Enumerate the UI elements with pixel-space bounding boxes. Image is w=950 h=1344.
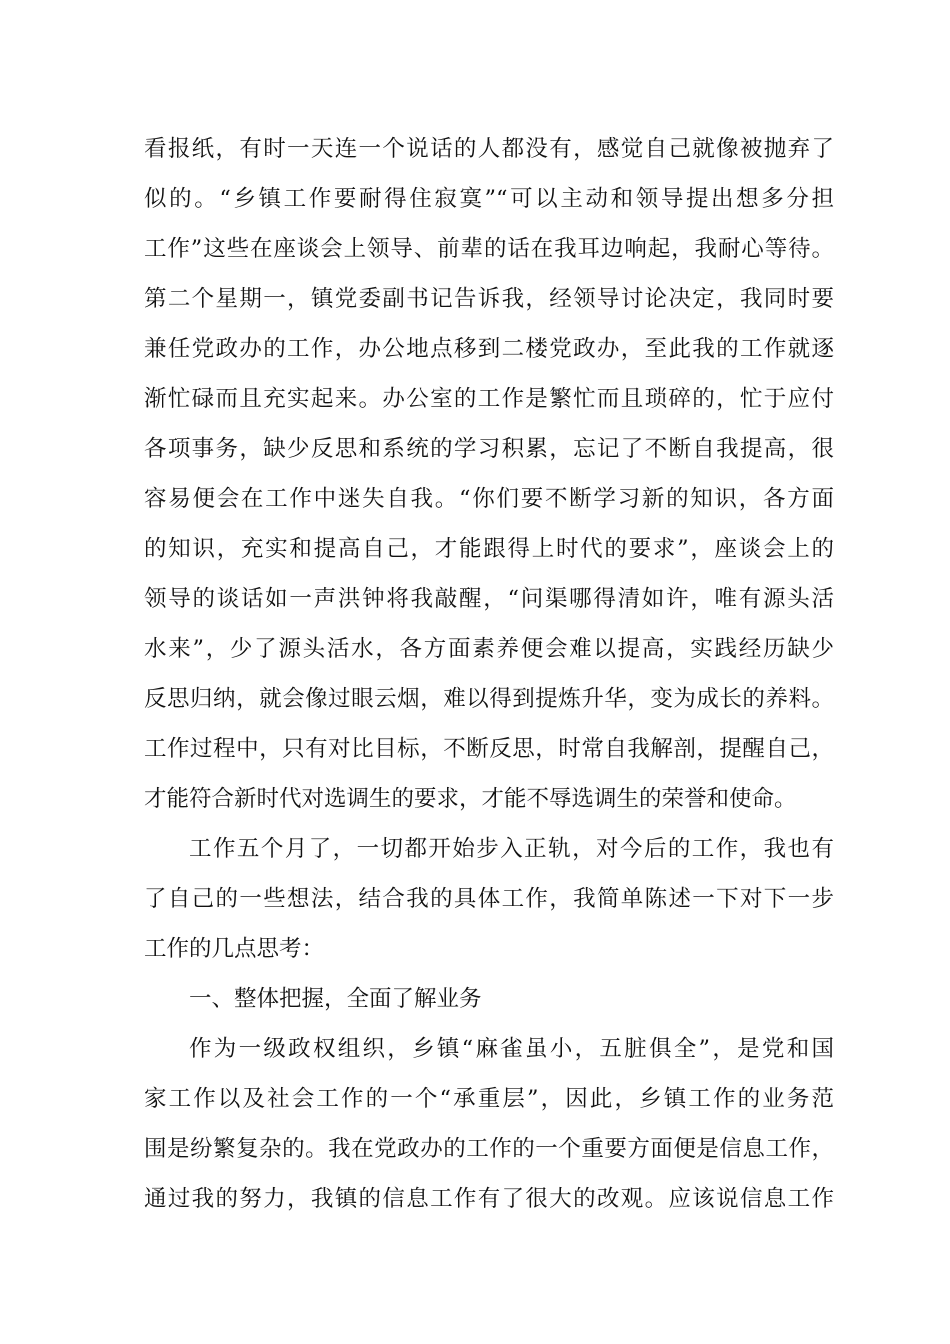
paragraph-1-line-7: 各项事务，缺少反思和系统的学习积累，忘记了不断自我提高，很 <box>144 436 834 462</box>
paragraph-1-line-1: 看报纸，有时一天连一个说话的人都没有，感觉自己就像被抛弃了 <box>144 136 834 162</box>
paragraph-2-line-2: 了自己的一些想法，结合我的具体工作，我简单陈述一下对下一步 <box>144 886 834 912</box>
paragraph-4-line-4: 通过我的努力，我镇的信息工作有了很大的改观。应该说信息工作 <box>144 1186 834 1212</box>
paragraph-1-line-2: 似的。“乡镇工作要耐得住寂寞”“可以主动和领导提出想多分担 <box>144 186 834 212</box>
paragraph-2-line-3: 工作的几点思考： <box>144 936 325 962</box>
paragraph-1-line-9: 的知识，充实和提高自己，才能跟得上时代的要求”，座谈会上的 <box>144 536 834 562</box>
paragraph-1-line-4: 第二个星期一，镇党委副书记告诉我，经领导讨论决定，我同时要 <box>144 286 834 312</box>
paragraph-1-line-11: 水来”，少了源头活水，各方面素养便会难以提高，实践经历缺少 <box>144 636 834 662</box>
paragraph-1-line-6: 渐忙碌而且充实起来。办公室的工作是繁忙而且琐碎的，忙于应付 <box>144 386 834 412</box>
paragraph-4-line-1: 作为一级政权组织，乡镇“麻雀虽小，五脏俱全”，是党和国 <box>189 1036 834 1062</box>
paragraph-1-line-5: 兼任党政办的工作，办公地点移到二楼党政办，至此我的工作就逐 <box>144 336 834 362</box>
paragraph-3-line-1: 一、整体把握，全面了解业务 <box>189 986 482 1012</box>
paragraph-1-line-12: 反思归纳，就会像过眼云烟，难以得到提炼升华，变为成长的养料。 <box>144 686 834 712</box>
paragraph-1-line-13: 工作过程中，只有对比目标，不断反思，时常自我解剖，提醒自己， <box>144 736 834 762</box>
paragraph-1-line-10: 领导的谈话如一声洪钟将我敲醒，“问渠哪得清如许，唯有源头活 <box>144 586 834 612</box>
paragraph-4-line-3: 围是纷繁复杂的。我在党政办的工作的一个重要方面便是信息工作， <box>144 1136 834 1162</box>
paragraph-2-line-1: 工作五个月了，一切都开始步入正轨，对今后的工作，我也有 <box>189 836 834 862</box>
paragraph-4-line-2: 家工作以及社会工作的一个“承重层”，因此，乡镇工作的业务范 <box>144 1086 834 1112</box>
paragraph-1-line-3: 工作”这些在座谈会上领导、前辈的话在我耳边响起，我耐心等待。 <box>144 236 834 262</box>
paragraph-1-line-8: 容易便会在工作中迷失自我。“你们要不断学习新的知识，各方面 <box>144 486 834 512</box>
paragraph-1-line-14: 才能符合新时代对选调生的要求，才能不辱选调生的荣誉和使命。 <box>144 786 797 812</box>
document-body <box>144 124 834 1224</box>
